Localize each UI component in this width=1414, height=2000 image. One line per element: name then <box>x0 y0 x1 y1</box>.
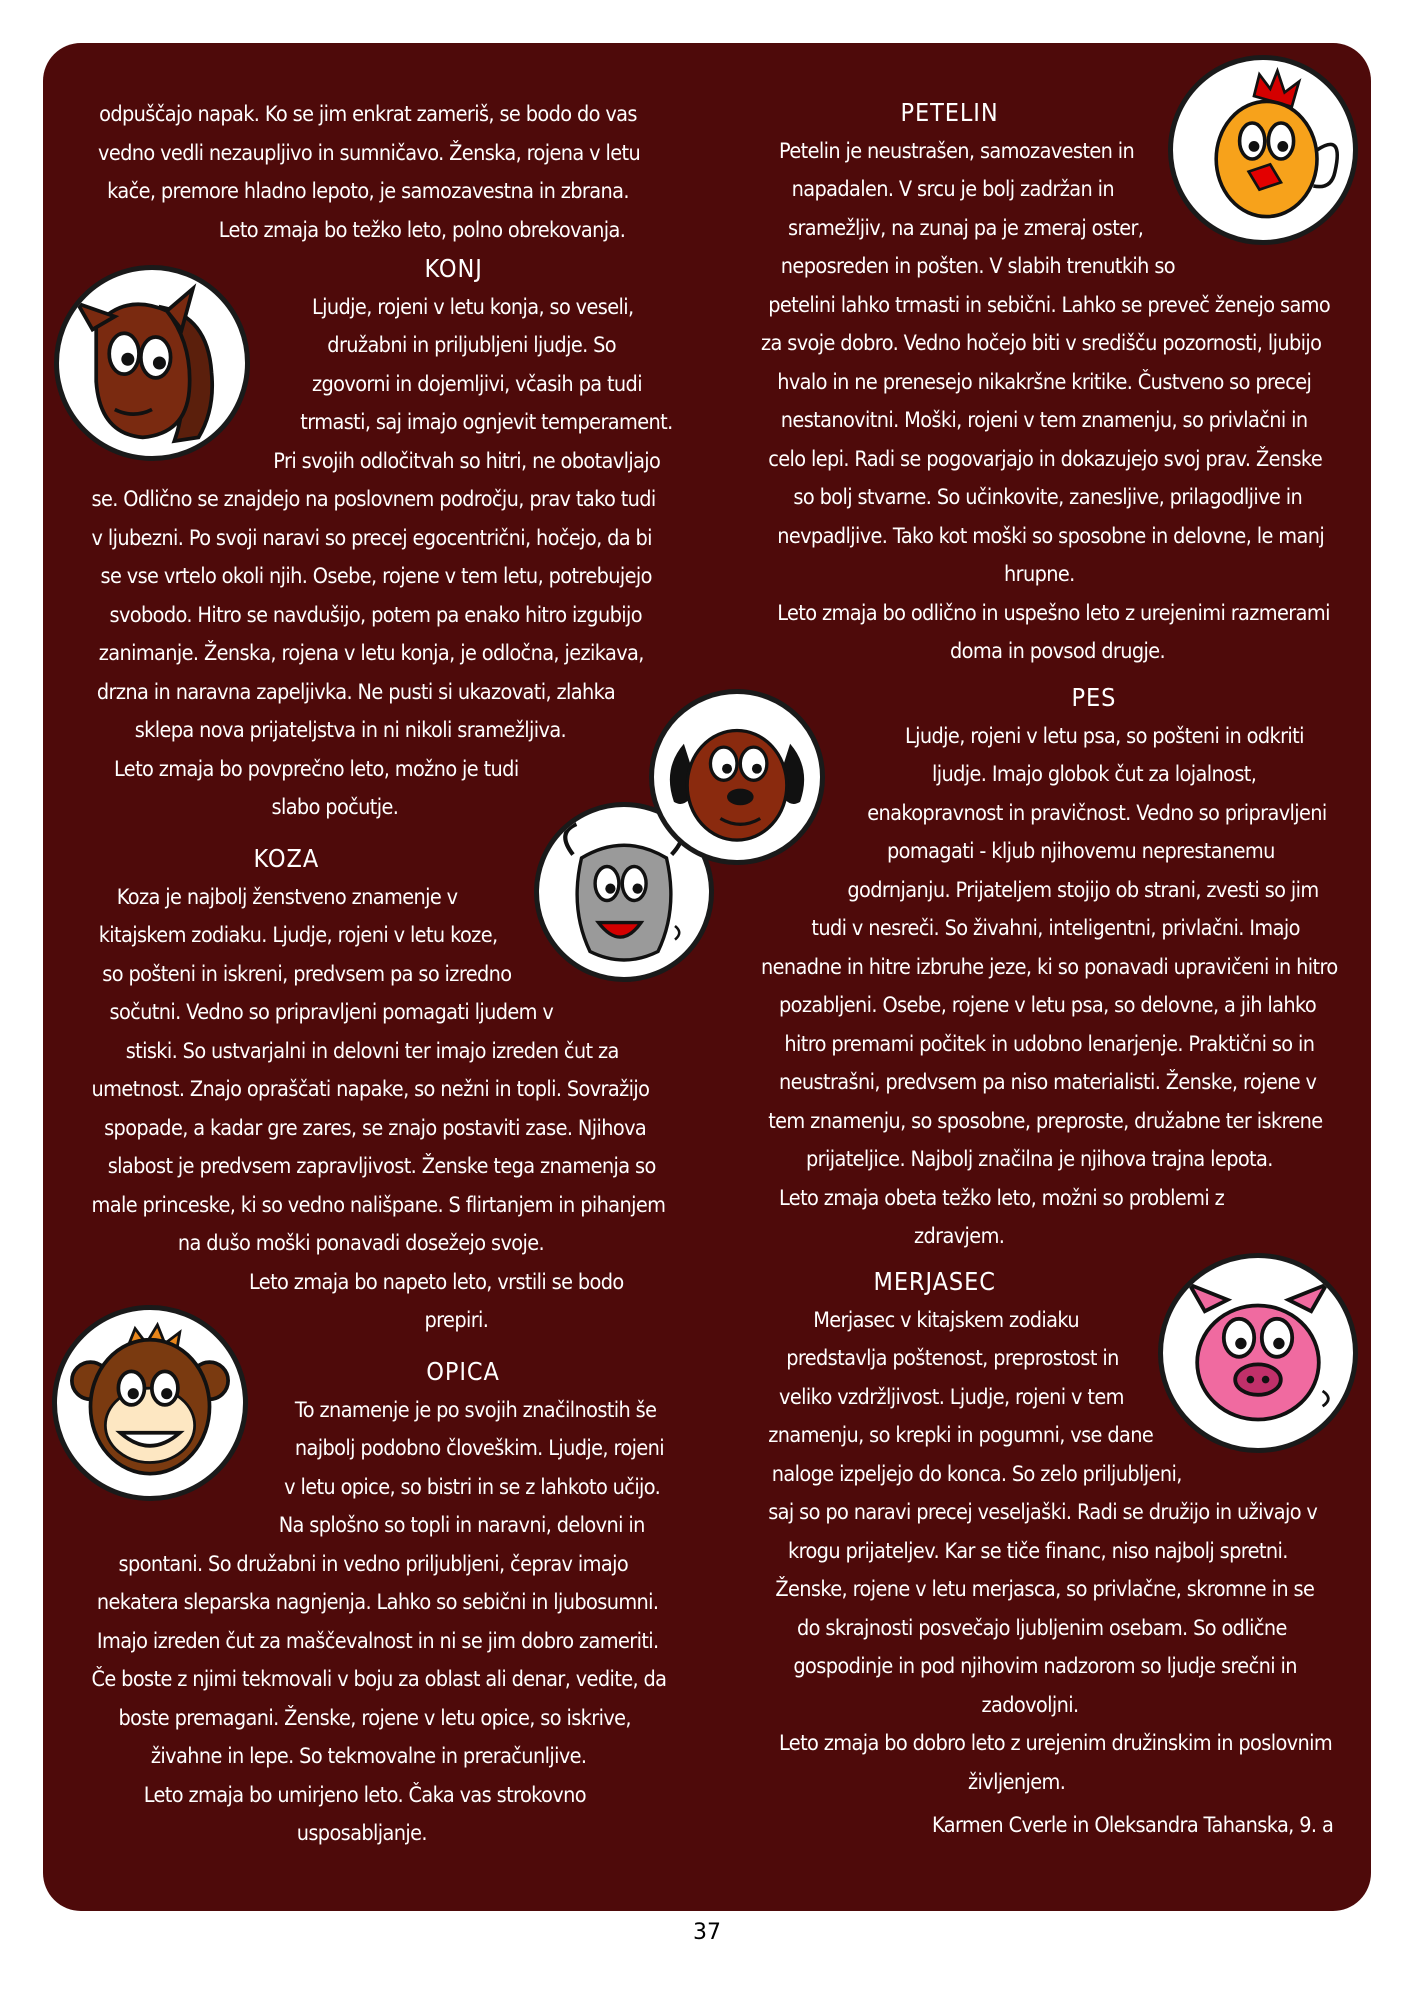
text-line: sklepa nova prijateljstva in ni nikoli sramežljiva. <box>134 718 567 743</box>
text-line: pomagati - kljub njihovemu neprestanemu <box>887 839 1275 864</box>
text-line: Leto zmaja bo povprečno leto, možno je tudi <box>114 756 519 782</box>
petelin-title: PETELIN <box>900 98 999 127</box>
text-line: nekatera sleparska nagnjenja. Lahko so sebični in ljubosumni. <box>96 1590 659 1615</box>
text-line: boste premagani. Ženske, rojene v letu opice, so iskrive, <box>118 1705 631 1731</box>
opica-title: OPICA <box>426 1357 500 1386</box>
text-line: se. Odlično se znajdejo na poslovnem področju, prav tako tudi <box>91 487 656 512</box>
text-line: zanimanje. Ženska, rojena v letu konja, je odločna, jezikava, <box>98 641 644 666</box>
text-line: Imajo izreden čut za maščevalnost in ni se jim dobro zameriti. <box>96 1628 659 1654</box>
text-line: usposabljanje. <box>296 1821 427 1846</box>
text-line: hrupne. <box>1004 562 1075 587</box>
text-line: Leto zmaja bo težko leto, polno obrekovanja. <box>218 217 626 243</box>
text-line: ljudje. Imajo globok čut za lojalnost, <box>932 762 1257 787</box>
text-line: so bolj stvarne. So učinkovite, zanesljive, prilagodljive in <box>793 485 1303 510</box>
text-line: pozabljeni. Osebe, rojene v letu psa, so delovne, a jih lahko <box>779 993 1317 1018</box>
text-line: Ljudje, rojeni v letu konja, so veseli, <box>312 294 634 320</box>
text-line: Leto zmaja bo odlično in uspešno leto z urejenimi razmerami <box>777 600 1330 626</box>
text-line: godrnjanju. Prijateljem stojijo ob strani, zvesti so jim <box>847 877 1319 903</box>
text-line: nenadne in hitre izbruhe jeze, ki so ponavadi upravičeni in hitro <box>761 954 1338 980</box>
text-line: umetnost. Znajo opraščati napake, so nežni in topli. Sovražijo <box>91 1077 650 1102</box>
text-line: doma in povsod drugje. <box>950 639 1166 664</box>
text-line: kače, premore hladno lepoto, je samozavestna in zbrana. <box>107 179 629 204</box>
text-line: živahne in lepe. So tekmovalne in preračunljive. <box>150 1744 587 1769</box>
merjasec-title: MERJASEC <box>873 1267 996 1296</box>
authors: Karmen Cverle in Oleksandra Tahanska, 9. a <box>932 1813 1334 1838</box>
text-line: Če boste z njimi tekmovali v boju za oblast ali denar, vedite, da <box>91 1667 667 1692</box>
text-line: krogu prijateljev. Kar se tiče financ, niso najbolj spretni. <box>788 1538 1288 1564</box>
text-line: sočutni. Vedno so pripravljeni pomagati ljudem v <box>109 1000 554 1025</box>
text-line: najbolj podobno človeškim. Ljudje, rojeni <box>294 1436 664 1461</box>
text-line: Pri svojih odločitvah so hitri, ne obotavljajo <box>273 448 661 474</box>
text-line: slabo počutje. <box>271 795 399 820</box>
monkey-icon <box>52 1305 248 1501</box>
text-line: znamenju, so krepki in pogumni, vse dane <box>768 1423 1154 1448</box>
text-line: sramežljiv, na zunaj pa je zmeraj oster, <box>788 215 1144 241</box>
text-line: To znamenje je po svojih značilnostih še <box>294 1397 657 1423</box>
horse-icon <box>54 265 250 461</box>
intro-section <box>98 96 641 250</box>
text-line: so pošteni in iskreni, predvsem pa so izredno <box>102 961 512 987</box>
text-line: spopade, a kadar gre zares, se znajo postaviti zase. Njihova <box>104 1115 647 1141</box>
text-line: predstavlja poštenost, preprostost in <box>786 1346 1119 1371</box>
text-line: kitajskem zodiaku. Ljudje, rojeni v letu koze, <box>98 923 498 948</box>
text-line: tudi v nesreči. So živahni, inteligentni, privlačni. Imajo <box>811 916 1300 941</box>
text-line: nestanovitni. Moški, rojeni v tem znamenju, so privlačni in <box>780 408 1308 433</box>
text-line: neustrašni, predvsem pa niso materialisti. Ženske, rojene v <box>779 1070 1317 1095</box>
text-line: vedno vedli nezaupljivo in sumničavo. Ženska, rojena v letu <box>98 140 641 166</box>
dog-icon <box>649 689 825 865</box>
koza-title: KOZA <box>253 844 320 873</box>
text-line: nevpadljive. Tako kot moški so sposobne in delovne, le manj <box>777 523 1325 549</box>
text-line: gospodinje in pod njihovim nadzorom so ljudje srečni in <box>793 1654 1297 1679</box>
text-line: Leto zmaja bo dobro leto z urejenim družinskim in poslovnim <box>779 1731 1333 1756</box>
text-line: saj so po naravi precej veseljaški. Radi se družijo in uživajo v <box>768 1500 1318 1525</box>
text-line: neposreden in pošten. V slabih trenutkih so <box>780 254 1175 279</box>
text-line: odpuščajo napak. Ko se jim enkrat zameriš, se bodo do vas <box>99 102 637 127</box>
text-line: Na splošno so topli in naravni, delovni in <box>278 1513 645 1538</box>
page-number: 37 <box>693 1920 721 1945</box>
text-line: prepiri. <box>424 1308 489 1333</box>
text-line: zgovorni in dojemljivi, včasih pa tudi <box>312 371 642 397</box>
text-line: Ljudje, rojeni v letu psa, so pošteni in odkriti <box>905 723 1304 749</box>
text-line: v ljubezni. Po svoji naravi so precej egocentrični, hočejo, da bi <box>91 525 652 551</box>
text-line: se vse vrtelo okoli njih. Osebe, rojene v tem letu, potrebujejo <box>100 564 652 589</box>
text-line: Petelin je neustrašen, samozavesten in <box>779 138 1135 164</box>
text-line: drzna in naravna zapeljivka. Ne pusti si ukazovati, zlahka <box>96 679 616 705</box>
text-line: življenjem. <box>968 1769 1066 1795</box>
text-line: prijateljice. Najbolj značilna je njihova trajna lepota. <box>806 1147 1273 1172</box>
text-line: na dušo moški ponavadi dosežejo svoje. <box>177 1231 545 1256</box>
text-line: slabost je predvsem zapravljivost. Ženske tega znamenja so <box>107 1154 656 1179</box>
text-line: naloge izpeljejo do konca. So zelo priljubljeni, <box>771 1461 1182 1487</box>
text-line: celo lepi. Radi se pogovarjajo in dokazujejo svoj prav. Ženske <box>768 446 1323 472</box>
text-line: tem znamenju, so sposobne, preproste, družabne ter iskrene <box>768 1108 1323 1134</box>
text-line: enakopravnost in pravičnost. Vedno so pripravljeni <box>867 800 1327 826</box>
text-line: družabni in priljubljeni ljudje. So <box>327 333 617 358</box>
text-line: Leto zmaja obeta težko leto, možni so problemi z <box>779 1185 1225 1211</box>
text-line: Ženske, rojene v letu merjasca, so privlačne, skromne in se <box>775 1577 1315 1602</box>
text-line: zdravjem. <box>914 1224 1005 1249</box>
pig-icon <box>1158 1253 1358 1453</box>
text-line: napadalen. V srcu je bolj zadržan in <box>791 177 1115 202</box>
text-line: Merjasec v kitajskem zodiaku <box>813 1307 1080 1333</box>
pes-title: PES <box>1071 683 1117 712</box>
text-line: zadovoljni. <box>981 1692 1079 1718</box>
text-line: trmasti, saj imajo ognjevit temperament. <box>300 410 673 435</box>
text-line: do skrajnosti posvečajo ljubljenim osebam. So odlične <box>797 1615 1287 1641</box>
text-line: spontani. So družabni in vedno priljubljeni, čeprav imajo <box>118 1551 629 1577</box>
text-line: za svoje dobro. Vedno hočejo biti v središču pozornosti, ljubijo <box>761 331 1322 356</box>
text-line: v letu opice, so bistri in se z lahkoto učijo. <box>284 1474 661 1500</box>
text-line: Leto zmaja bo napeto leto, vrstili se bodo <box>249 1269 624 1295</box>
text-line: hitro premami počitek in udobno lenarjenje. Praktični so in <box>784 1031 1315 1057</box>
text-line: petelini lahko trmasti in sebični. Lahko se preveč ženejo samo <box>768 292 1331 318</box>
text-line: Leto zmaja bo umirjeno leto. Čaka vas strokovno <box>143 1782 586 1808</box>
text-line: veliko vzdržljivost. Ljudje, rojeni v tem <box>779 1384 1124 1410</box>
text-line: stiski. So ustvarjalni in delovni ter imajo izreden čut za <box>125 1038 619 1064</box>
text-line: Koza je najbolj ženstveno znamenje v <box>116 884 458 910</box>
text-line: male princeske, ki so vedno nališpane. S flirtanjem in pihanjem <box>91 1192 666 1218</box>
text-line: svobodo. Hitro se navdušijo, potem pa enako hitro izgubijo <box>109 602 642 628</box>
pes-section <box>761 679 1338 1257</box>
konj-title: KONJ <box>424 254 483 283</box>
text-line: hvalo in ne prenesejo nikakršne kritike. Čustveno so precej <box>777 369 1312 395</box>
rooster-icon <box>1168 55 1358 245</box>
